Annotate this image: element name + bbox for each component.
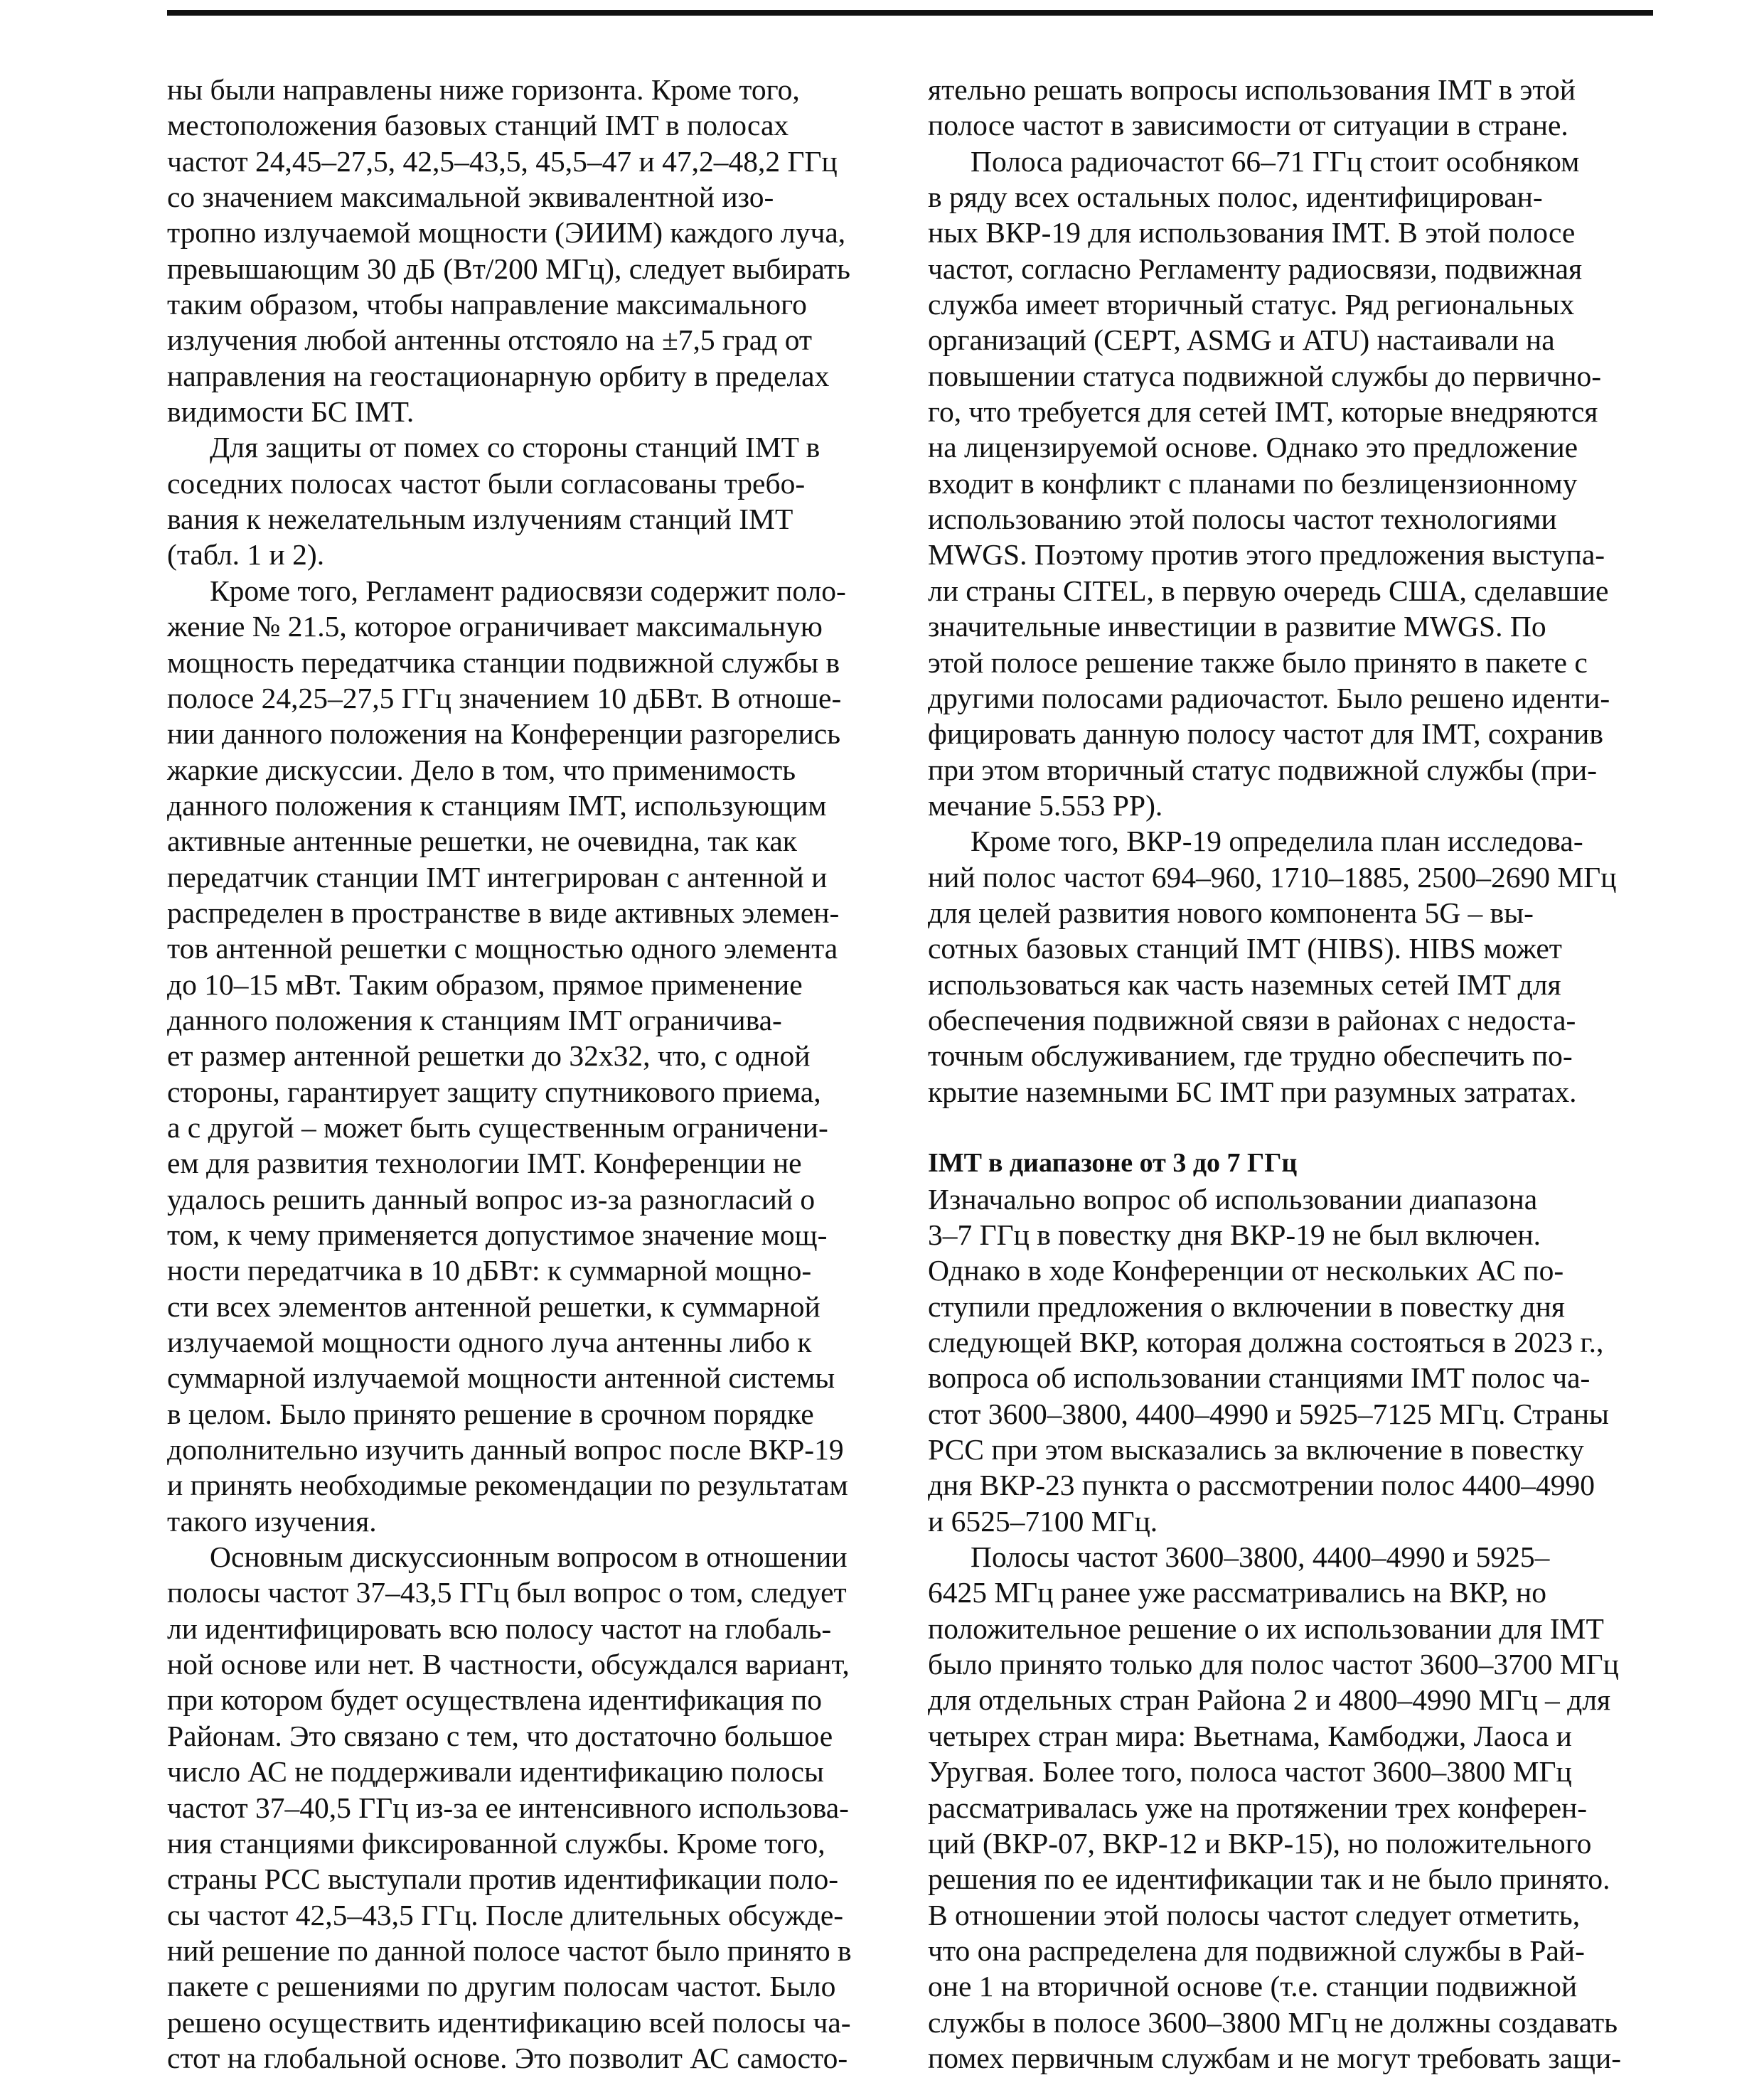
text-line: полосы частот 37–43,5 ГГц был вопрос о том, следует: [167, 1576, 847, 1609]
text-line: ных ВКР-19 для использования IMT. В этой полосе: [928, 216, 1576, 250]
right-text-column: [928, 72, 1660, 2076]
text-line: и 6525–7100 МГц.: [928, 1504, 1158, 1538]
text-line: при этом вторичный статус подвижной службы (при-: [928, 753, 1598, 786]
text-line: ступили предложения о включении в повестку дня: [928, 1290, 1565, 1323]
text-line: организаций (CEPT, ASMG и ATU) настаивали на: [928, 323, 1555, 357]
text-line: значительные инвестиции в развитие MWGS. По: [928, 610, 1546, 643]
text-line: Уругвая. Более того, полоса частот 3600–3800 МГц: [928, 1755, 1572, 1789]
text-line: мощность передатчика станции подвижной службы в: [167, 645, 840, 679]
text-line: частот 24,45–27,5, 42,5–43,5, 45,5–47 и 47,2–48,2 ГГц: [167, 144, 838, 178]
text-line: сти всех элементов антенной решетки, к суммарной: [167, 1290, 820, 1323]
text-line: оне 1 на вторичной основе (т.е. станции подвижной: [928, 1970, 1578, 2003]
text-line: жение № 21.5, которое ограничивает максимальную: [167, 610, 823, 643]
text-line: го, что требуется для сетей IMT, которые внедряются: [928, 395, 1598, 429]
text-line: помех первичным службам и не могут требовать защи-: [928, 2041, 1622, 2074]
text-line: сотных базовых станций IMT (HIBS). HIBS может: [928, 932, 1562, 965]
text-line: вопроса об использовании станциями IMT полос ча-: [928, 1361, 1591, 1395]
text-line: излучаемой мощности одного луча антенны либо к: [167, 1326, 812, 1359]
text-line: Полосы частот 3600–3800, 4400–4990 и 5925–: [971, 1540, 1550, 1574]
text-line: Однако в ходе Конференции от нескольких АС по-: [928, 1254, 1564, 1287]
text-line: тропно излучаемой мощности (ЭИИМ) каждого луча,: [167, 216, 846, 250]
text-line: ной основе или нет. В частности, обсуждался вариант,: [167, 1648, 850, 1681]
text-line: решения по ее идентификации так и не было принято.: [928, 1862, 1610, 1896]
text-line: в ряду всех остальных полос, идентифицирован-: [928, 181, 1543, 214]
text-line: ций (ВКР-07, ВКР-12 и ВКР-15), но положительного: [928, 1826, 1592, 1860]
text-line: ны были направлены ниже горизонта. Кроме того,: [167, 73, 800, 106]
text-line: направления на геостационарную орбиту в пределах: [167, 359, 830, 392]
text-line: видимости БС IMT.: [167, 395, 415, 429]
text-line: вания к нежелательным излучениям станций IMT: [167, 503, 793, 536]
text-line: пакете с решениями по другим полосам частот. Было: [167, 1970, 836, 2003]
text-line: РСС при этом высказались за включение в повестку: [928, 1433, 1584, 1467]
text-line: обеспечения подвижной связи в районах с недоста-: [928, 1003, 1576, 1036]
text-line: Районам. Это связано с тем, что достаточно большое: [167, 1719, 833, 1752]
text-line: этой полосе решение также было принято в пакете с: [928, 645, 1588, 679]
text-line: таким образом, чтобы направление максимального: [167, 288, 807, 321]
text-line: местоположения базовых станций IMT в полосах: [167, 109, 789, 142]
text-line: 3–7 ГГц в повестку дня ВКР-19 не был включен.: [928, 1218, 1541, 1251]
text-line: входит в конфликт с планами по безлицензионному: [928, 466, 1578, 500]
text-line: полосе 24,25–27,5 ГГц значением 10 дБВт. В отноше-: [167, 681, 842, 714]
text-line: частот, согласно Регламенту радиосвязи, подвижная: [928, 252, 1583, 285]
text-line: четырех стран мира: Вьетнама, Камбоджи, Лаоса и: [928, 1719, 1572, 1752]
header-rule: [167, 10, 1653, 16]
text-line: (табл. 1 и 2).: [167, 538, 325, 572]
text-line: рассматривалась уже на протяжении трех конферен-: [928, 1791, 1588, 1824]
text-line: для отдельных стран Района 2 и 4800–4990 МГц – для: [928, 1683, 1611, 1717]
text-line: ли страны CITEL, в первую очередь США, сделавшие: [928, 574, 1609, 607]
text-line: такого изучения.: [167, 1504, 377, 1538]
text-line: соседних полосах частот были согласованы требо-: [167, 466, 806, 500]
text-line: ли идентифицировать всю полосу частот на глобаль-: [167, 1612, 832, 1645]
section-gap: [928, 1110, 1660, 1145]
text-line: излучения любой антенны отстояло на ±7,5 град от: [167, 323, 813, 357]
text-line: было принято только для полос частот 3600–3700 МГц: [928, 1648, 1619, 1681]
text-line: Изначально вопрос об использовании диапазона: [928, 1182, 1538, 1216]
text-line: данного положения к станциям IMT, использующим: [167, 788, 827, 822]
text-line: том, к чему применяется допустимое значение мощ-: [167, 1218, 828, 1251]
text-line: стот 3600–3800, 4400–4990 и 5925–7125 МГц. Страны: [928, 1397, 1609, 1430]
text-line: 6425 МГц ранее уже рассматривались на ВКР, но: [928, 1576, 1546, 1609]
text-line: служба имеет вторичный статус. Ряд региональных: [928, 288, 1575, 321]
text-line: ния станциями фиксированной службы. Кроме того,: [167, 1826, 825, 1860]
text-line: MWGS. Поэтому против этого предложения выступа-: [928, 538, 1605, 572]
text-line: следующей ВКР, которая должна состояться в 2023 г.,: [928, 1326, 1604, 1359]
text-line: и принять необходимые рекомендации по результатам: [167, 1469, 848, 1502]
text-line: страны РСС выступали против идентификации поло-: [167, 1862, 839, 1896]
text-line: нии данного положения на Конференции разгорелись: [167, 717, 841, 751]
text-line: решено осуществить идентификацию всей полосы ча-: [167, 2005, 851, 2039]
text-line: стороны, гарантирует защиту спутникового приема,: [167, 1075, 821, 1108]
text-line: Кроме того, ВКР-19 определила план исследова-: [971, 825, 1583, 858]
text-line: на лицензируемой основе. Однако это предложение: [928, 431, 1578, 464]
text-line: дня ВКР-23 пункта о рассмотрении полос 4400–4990: [928, 1469, 1595, 1502]
section-heading: IMT в диапазоне от 3 до 7 ГГц: [928, 1148, 1298, 1179]
text-line: ний полос частот 694–960, 1710–1885, 2500–2690 МГц: [928, 860, 1617, 894]
text-line: В отношении этой полосы частот следует отметить,: [928, 1898, 1581, 1931]
text-line: службы в полосе 3600–3800 МГц не должны создавать: [928, 2005, 1618, 2039]
text-line: до 10–15 мВт. Таким образом, прямое применение: [167, 967, 803, 1001]
text-line: ем для развития технологии IMT. Конференции не: [167, 1147, 802, 1180]
text-line: Для защиты от помех со стороны станций IMT в: [210, 431, 820, 464]
text-line: при котором будет осуществлена идентификация по: [167, 1683, 822, 1717]
text-line: другими полосами радиочастот. Было решено иденти-: [928, 681, 1610, 714]
text-line: активные антенные решетки, не очевидна, так как: [167, 825, 797, 858]
text-line: ятельно решать вопросы использования IMT в этой: [928, 73, 1576, 106]
text-line: повышении статуса подвижной службы до первично-: [928, 359, 1602, 392]
text-line: удалось решить данный вопрос из-за разногласий о: [167, 1182, 816, 1216]
text-line: использованию этой полосы частот технологиями: [928, 503, 1557, 536]
text-line: тов антенной решетки с мощностью одного элемента: [167, 932, 838, 965]
text-line: для целей развития нового компонента 5G – вы-: [928, 896, 1534, 929]
text-line: число АС не поддерживали идентификацию полосы: [167, 1755, 824, 1789]
text-line: что она распределена для подвижной службы в Рай-: [928, 1934, 1585, 1967]
text-line: ний решение по данной полосе частот было принято в: [167, 1934, 852, 1967]
text-line: жаркие дискуссии. Дело в том, что применимость: [167, 753, 796, 786]
text-line: частот 37–40,5 ГГц из-за ее интенсивного использова-: [167, 1791, 849, 1824]
text-line: передатчик станции IMT интегрирован с антенной и: [167, 860, 828, 894]
text-line: ности передатчика в 10 дБВт: к суммарной мощно-: [167, 1254, 812, 1287]
text-line: использоваться как часть наземных сетей IMT для: [928, 967, 1561, 1001]
text-line: Кроме того, Регламент радиосвязи содержит поло-: [210, 574, 846, 607]
text-line: данного положения к станциям IMT ограничива-: [167, 1003, 782, 1036]
text-line: сы частот 42,5–43,5 ГГц. После длительных обсужде-: [167, 1898, 844, 1931]
text-line: суммарной излучаемой мощности антенной системы: [167, 1361, 835, 1395]
text-line: в целом. Было принято решение в срочном порядке: [167, 1397, 814, 1430]
text-line: мечание 5.553 РР).: [928, 788, 1163, 822]
text-line: превышающим 30 дБ (Вт/200 МГц), следует выбирать: [167, 252, 850, 285]
text-line: крытие наземными БС IMT при разумных затратах.: [928, 1075, 1577, 1108]
text-line: ет размер антенной решетки до 32х32, что, с одной: [167, 1039, 811, 1073]
text-line: распределен в пространстве в виде активных элемен-: [167, 896, 840, 929]
text-line: полосе частот в зависимости от ситуации в стране.: [928, 109, 1568, 142]
text-line: со значением максимальной эквивалентной изо-: [167, 181, 774, 214]
text-line: положительное решение о их использовании для IMT: [928, 1612, 1604, 1645]
text-line: фицировать данную полосу частот для IMT, сохранив: [928, 717, 1603, 751]
text-line: точным обслуживанием, где трудно обеспечить по-: [928, 1039, 1573, 1073]
left-text-column: [167, 72, 899, 2076]
text-line: Полоса радиочастот 66–71 ГГц стоит особняком: [971, 144, 1580, 178]
text-line: дополнительно изучить данный вопрос после ВКР-19: [167, 1433, 844, 1467]
text-line: стот на глобальной основе. Это позволит АС самосто-: [167, 2041, 848, 2074]
text-line: Основным дискуссионным вопросом в отношении: [210, 1540, 848, 1574]
text-line: а с другой – может быть существенным ограничени-: [167, 1110, 828, 1144]
